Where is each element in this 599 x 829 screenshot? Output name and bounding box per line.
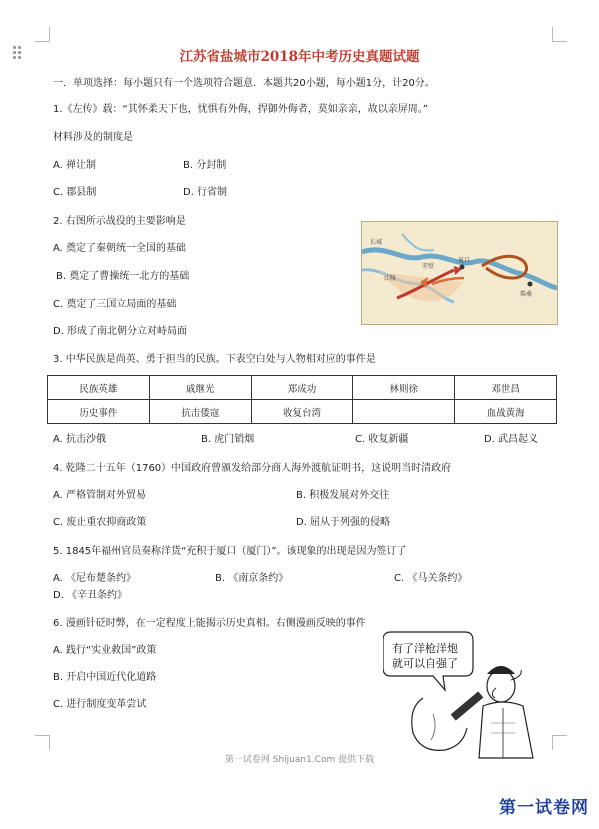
table-cell: 血战黄海	[455, 400, 557, 424]
question-2-option-b: B. 奠定了曹操统一北方的基础	[56, 271, 190, 282]
question-1-option-c: C. 郡县制	[53, 187, 97, 198]
page-footer: 第一试卷网 Shijuan1.Com 提供下载	[224, 755, 375, 765]
question-3-option-d: D. 武昌起义	[484, 434, 539, 445]
table-cell: 林则徐	[353, 376, 455, 400]
question-5-option-a: A. 《尼布楚条约》	[53, 573, 137, 584]
map-label-chaisang: 柴桑	[520, 291, 533, 298]
corner-mark-bottom-right	[552, 735, 567, 750]
question-6-stem: 6. 漫画针砭时弊，在一定程度上能揭示历史真相。右侧漫画反映的事件	[53, 618, 366, 629]
table-cell: 戚继光	[149, 376, 251, 400]
question-1-stem-2: 材料涉及的制度是	[53, 132, 133, 143]
map-label-chibi: 赤壁	[422, 263, 435, 270]
bubble-text-line-1: 有了洋枪洋炮	[392, 642, 458, 655]
question-2-option-a: A. 奠定了秦朝统一全国的基础	[53, 243, 187, 254]
map-label-xiakou: 夏口	[458, 257, 471, 264]
question-1-stem: 1.《左传》载：“其怀柔天下也，忧惧有外侮，捍御外侮者，莫如亲亲，故以亲屏周。”	[53, 104, 428, 115]
site-watermark-logo: 第一试卷网	[499, 798, 589, 818]
table-cell: 收复台湾	[251, 400, 353, 424]
question-4-option-c: C. 废止重农抑商政策	[53, 517, 147, 528]
table-cell: 历史事件	[48, 400, 150, 424]
hero-event-table	[47, 375, 557, 424]
question-5-option-d: D. 《辛丑条约》	[53, 590, 128, 601]
question-1-option-d: D. 行省制	[183, 187, 228, 198]
question-3-option-c: C. 收复新疆	[355, 434, 409, 445]
question-2-option-c: C. 奠定了三国立局面的基础	[53, 299, 177, 310]
question-4-option-b: B. 积极发展对外交往	[296, 490, 390, 501]
table-cell: 民族英雄	[48, 376, 150, 400]
corner-mark-top-left	[35, 27, 50, 42]
map-label-changcheng: 长城	[370, 239, 383, 246]
table-cell: 郑成功	[251, 376, 353, 400]
question-4-stem: 4. 乾隆二十五年（1760）中国政府曾颁发给部分商人海外渡航证明书，这说明当时清政府	[53, 463, 452, 474]
question-6-option-a: A. 践行“实业救国”政策	[53, 645, 157, 656]
bubble-text-line-2: 就可以自强了	[392, 657, 458, 670]
question-5-option-c: C. 《马关条约》	[394, 573, 468, 584]
question-6-option-c: C. 进行制度变革尝试	[53, 699, 147, 710]
question-3-option-b: B. 虎门销烟	[201, 434, 255, 445]
cartoon-speech-bubble	[385, 641, 465, 671]
question-5-stem: 5. 1845年福州官员奏称洋货“充积于厦口（厦门）”。该现象的出现是因为签订了	[53, 546, 407, 557]
question-6-option-b: B. 开启中国近代化道路	[53, 672, 157, 683]
question-2-stem: 2. 右图所示战役的主要影响是	[53, 216, 186, 227]
battle-map-svg	[362, 222, 557, 324]
corner-mark-top-right	[552, 27, 567, 42]
question-4-option-a: A. 严格管制对外贸易	[53, 490, 147, 501]
table-row	[48, 376, 557, 400]
question-1-option-b: B. 分封制	[183, 160, 227, 171]
question-3-option-a: A. 抗击沙俄	[53, 434, 107, 445]
table-cell: 邓世昌	[455, 376, 557, 400]
corner-mark-bottom-left	[35, 735, 50, 750]
question-3-stem: 3. 中华民族是尚英、勇于担当的民族。下表空白处与人物相对应的事件是	[53, 354, 376, 365]
section-header: 一．单项选择：每小题只有一个选项符合题意．本题共20小题，每小题1分，计20分。	[53, 78, 435, 89]
table-cell-blank	[353, 400, 455, 424]
table-row	[48, 400, 557, 424]
battle-map-image	[361, 221, 558, 325]
question-1-option-a: A. 禅让制	[53, 160, 97, 171]
table-cell: 抗击倭寇	[149, 400, 251, 424]
map-label-jiangling: 江陵	[384, 275, 397, 282]
question-4-option-d: D. 屈从于列强的侵略	[296, 517, 391, 528]
page-title: 江苏省盐城市2018年中考历史真题试题	[179, 49, 420, 65]
question-5-option-b: B. 《南京条约》	[215, 573, 289, 584]
question-2-option-d: D. 形成了南北朝分立对峙局面	[53, 326, 188, 337]
